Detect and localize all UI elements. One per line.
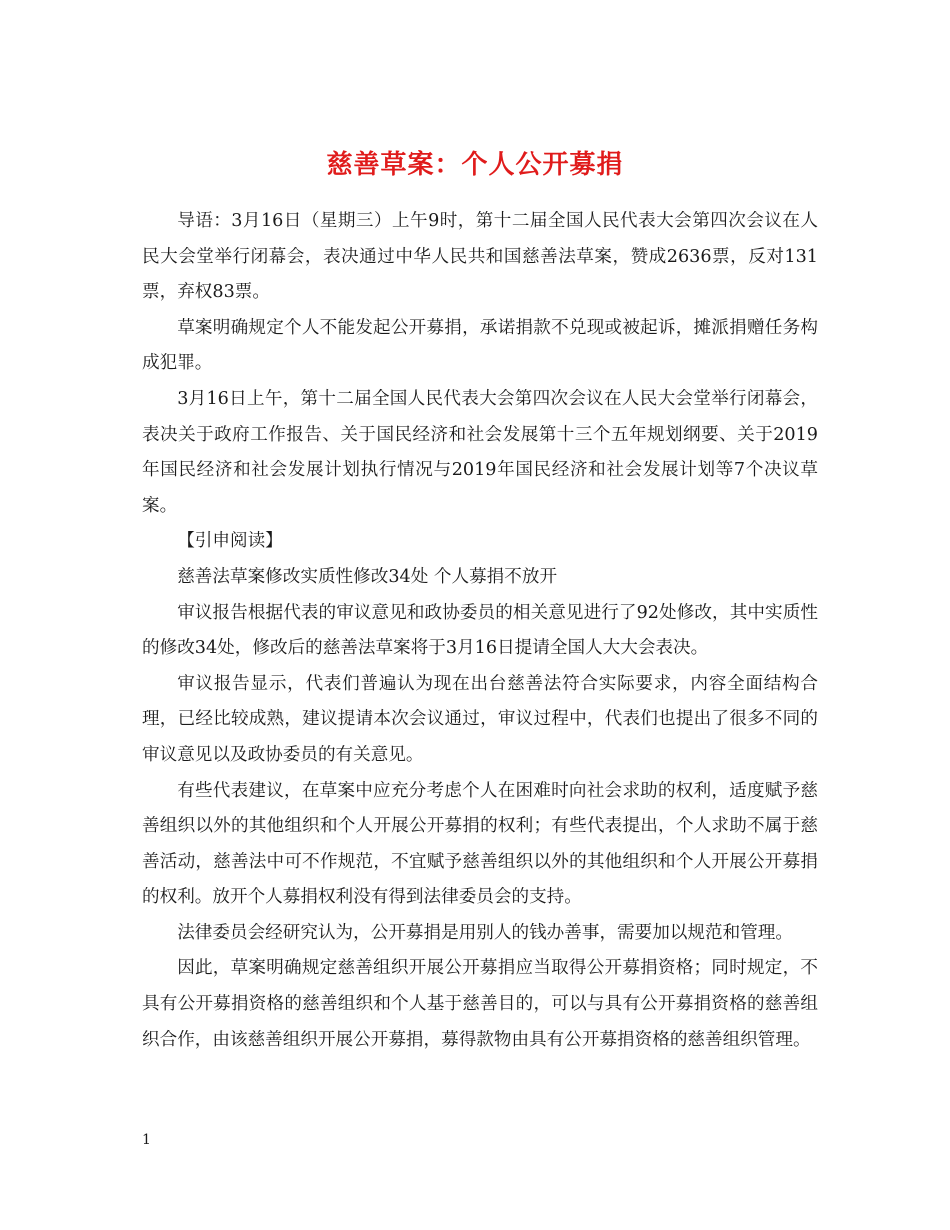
paragraph-intro: 导语：3月16日（星期三）上午9时，第十二届全国人民代表大会第四次会议在人民大会堂举行闭幕会，表决通过中华人民共和国慈善法草案，赞成2636票，反对131票，弃权83票。 [142, 211, 818, 303]
paragraph-closing-meeting: 3月16日上午，第十二届全国人民代表大会第四次会议在人民大会堂举行闭幕会，表决关于政府工作报告、关于国民经济和社会发展第十三个五年规划纲要、关于2019年国民经济和社会发展计划执行情况与2019年国民经济和社会发展计划等7个决议草案。 [142, 388, 818, 516]
paragraph-conclusion: 因此，草案明确规定慈善组织开展公开募捐应当取得公开募捐资格；同时规定，不具有公开募捐资格的慈善组织和个人基于慈善目的，可以与具有公开募捐资格的慈善组织合作，由该慈善组织开展公开募捐，募得款物由具有公开募捐资格的慈善组织管理。 [142, 958, 818, 1050]
paragraph-review-report: 审议报告根据代表的审议意见和政协委员的相关意见进行了92处修改，其中实质性的修改34处，修改后的慈善法草案将于3月16日提请全国人大大会表决。 [142, 602, 818, 659]
paragraph-committee-view: 法律委员会经研究认为，公开募捐是用别人的钱办善事，需要加以规范和管理。 [177, 922, 793, 943]
paragraph-subheading: 慈善法草案修改实质性修改34处 个人募捐不放开 [177, 566, 558, 587]
page-number: 1 [142, 1132, 151, 1148]
paragraph-report-findings: 审议报告显示，代表们普遍认为现在出台慈善法符合实际要求，内容全面结构合理，已经比较成熟，建议提请本次会议通过，审议过程中，代表们也提出了很多不同的审议意见以及政协委员的有关意见。 [142, 673, 818, 765]
paragraph-draft-provisions: 草案明确规定个人不能发起公开募捐，承诺捐款不兑现或被起诉，摊派捐赠任务构成犯罪。 [142, 317, 818, 374]
paragraph-representatives-views: 有些代表建议，在草案中应充分考虑个人在困难时向社会求助的权利，适度赋予慈善组织以外的其他组织和个人开展公开募捐的权利；有些代表提出，个人求助不属于慈善活动，慈善法中可不作规范，不宜赋予慈善组织以外的其他组织和个人开展公开募捐的权利。放开个人募捐权利没有得到法律委员会的支持。 [142, 780, 818, 908]
document-title: 慈善草案：个人公开募捐 [326, 150, 624, 181]
document-body [142, 204, 818, 1058]
paragraph-extended-reading-heading: 【引申阅读】 [177, 531, 283, 552]
